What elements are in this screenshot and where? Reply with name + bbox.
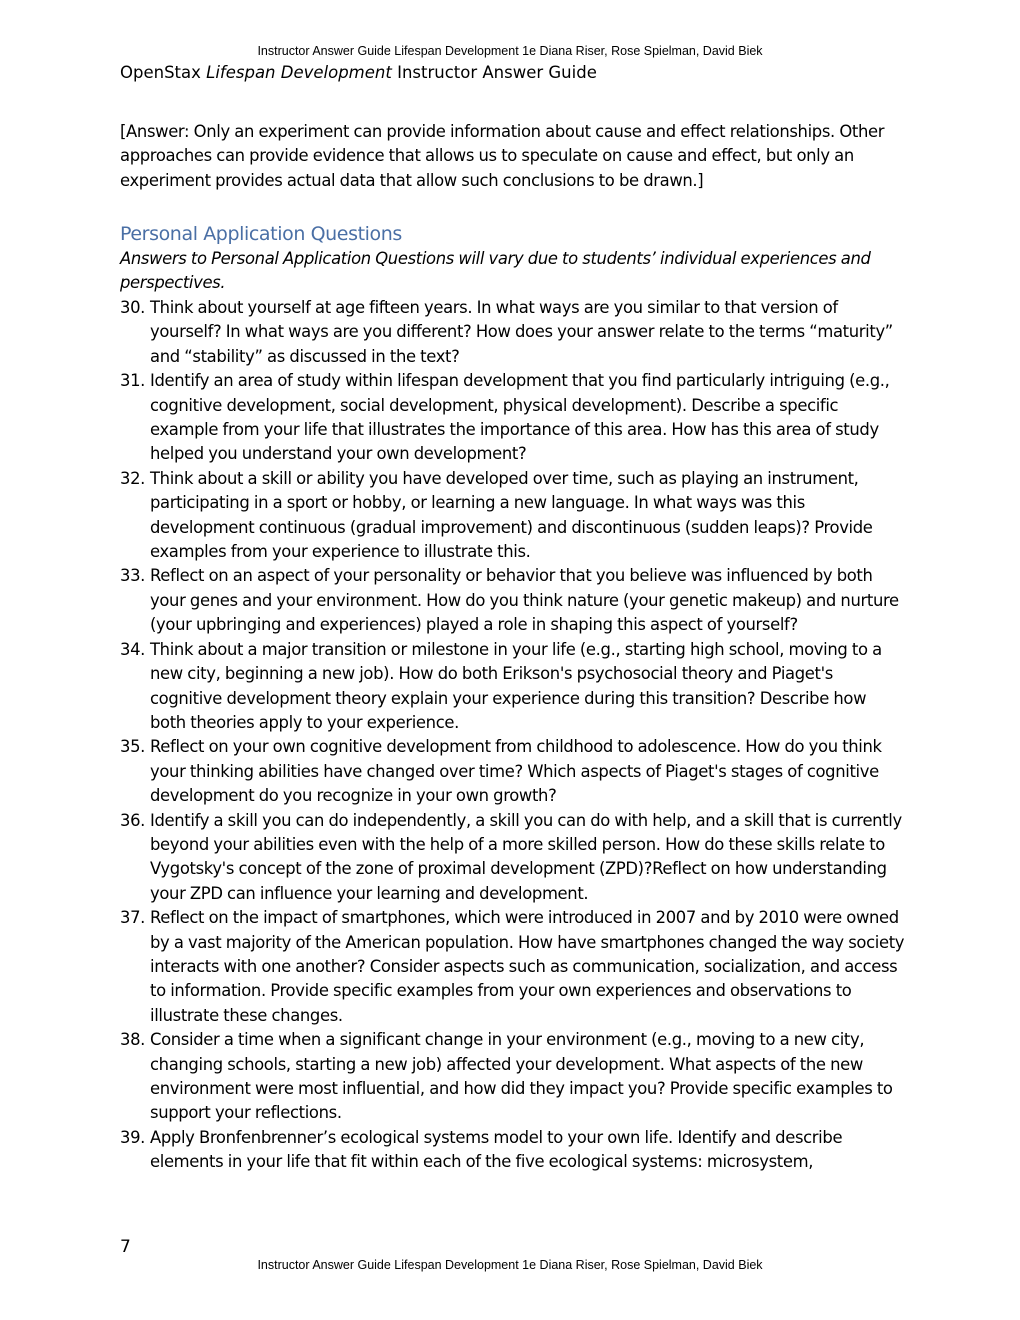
question-item	[120, 1126, 905, 1175]
question-number: 30.	[120, 298, 146, 317]
question-number: 39.	[120, 1127, 146, 1147]
header-prefix: OpenStax	[120, 63, 207, 82]
header-book-title: Lifespan Development	[206, 63, 392, 82]
question-text: Reflect on an aspect of your personality or behavior that you believe was influenced by both your genes and your environment. How do you think nature (your genetic makeup) and nurture (your upbringing and experiences) played a role in shaping this aspect of yourself?	[150, 566, 899, 635]
question-text: Think about a major transition or milestone in your life (e.g., starting high school, moving to a new city, beginning a new job). How do both Erikson's psychosocial theory and Piaget's cognitive development theory explain your experience during this transition? Describe how both theories apply to your experience.	[150, 639, 882, 732]
answer-paragraph: [Answer: Only an experiment can provide information about cause and effect relationships. Other approaches can provide evidence that allows us to speculate on cause and effect, but only an experiment provides actual data that allow such conclusions to be drawn.]	[120, 122, 885, 190]
question-number: 32.	[120, 468, 146, 488]
question-number: 38.	[120, 1030, 146, 1050]
question-item	[120, 564, 905, 637]
question-item	[120, 638, 905, 736]
question-text: Identify a skill you can do independently, a skill you can do with help, and a skill that is currently beyond your abilities even with the help of a more skilled person. How do these skills relate to Vygotsky's concept of the zone of proximal development (ZPD)?Reflect on how understanding your ZPD can influence your learning and development.	[150, 810, 902, 903]
question-text: Apply Bronfenbrenner’s ecological systems model to your own life. Identify and describe elements in your life that fit within each of the five ecological systems: microsystem,	[150, 1127, 843, 1172]
question-text: Think about a skill or ability you have developed over time, such as playing an instrument, participating in a sport or hobby, or learning a new language. In what ways was this development continuous (gradual improvement) and discontinuous (sudden leaps)? Provide examples from your experience to illustrate this.	[150, 468, 873, 562]
question-text: Consider a time when a significant change in your environment (e.g., moving to a new city, changing schools, starting a new job) affected your development. What aspects of the new environment were most influential, and how did they impact you? Provide specific examples to support your reflections.	[150, 1030, 893, 1123]
question-item	[120, 906, 905, 1028]
question-item	[120, 735, 905, 808]
question-item	[120, 1028, 905, 1126]
question-number: 37.	[120, 908, 146, 928]
question-number: 31.	[120, 371, 146, 391]
question-number: 34.	[120, 639, 146, 659]
document-header	[120, 61, 597, 85]
question-text: Reflect on your own cognitive development from childhood to adolescence. How do you think your thinking abilities have changed over time? Which aspects of Piaget's stages of cognitive development do you recognize in your own growth?	[150, 737, 882, 806]
section-note: Answers to Personal Application Questions will vary due to students’ individual experiences and perspectives.	[120, 249, 871, 293]
section-heading: Personal Application Questions	[120, 223, 402, 245]
question-number: 36.	[120, 810, 146, 830]
page-number: 7	[120, 1237, 131, 1257]
running-header: Instructor Answer Guide Lifespan Development 1e Diana Riser, Rose Spielman, David Biek	[257, 44, 763, 58]
running-footer: Instructor Answer Guide Lifespan Development 1e Diana Riser, Rose Spielman, David Biek	[257, 1258, 763, 1272]
question-item	[120, 296, 905, 369]
question-text: Reflect on the impact of smartphones, which were introduced in 2007 and by 2010 were owned by a vast majority of the American population. How have smartphones changed the way society interacts with one another? Consider aspects such as communication, socialization, and access to information. Provide specific examples from your own experiences and observations to illustrate these changes.	[150, 908, 905, 1025]
question-list	[120, 296, 905, 1175]
question-item	[120, 369, 905, 467]
question-number: 33.	[120, 566, 146, 586]
header-suffix: Instructor Answer Guide	[391, 63, 597, 82]
question-text: Identify an area of study within lifespan development that you find particularly intriguing (e.g., cognitive development, social development, physical development). Describe a specific example from your life that illustrates the importance of this area. How has this area of study helped you understand your own development?	[150, 371, 890, 464]
question-number: 35.	[120, 737, 146, 757]
question-item	[120, 809, 905, 907]
question-item	[120, 467, 905, 565]
question-text: Think about yourself at age fifteen years. In what ways are you similar to that version of yourself? In what ways are you different? How does your answer relate to the terms “maturity” and “stability” as discussed in the text?	[150, 298, 893, 366]
